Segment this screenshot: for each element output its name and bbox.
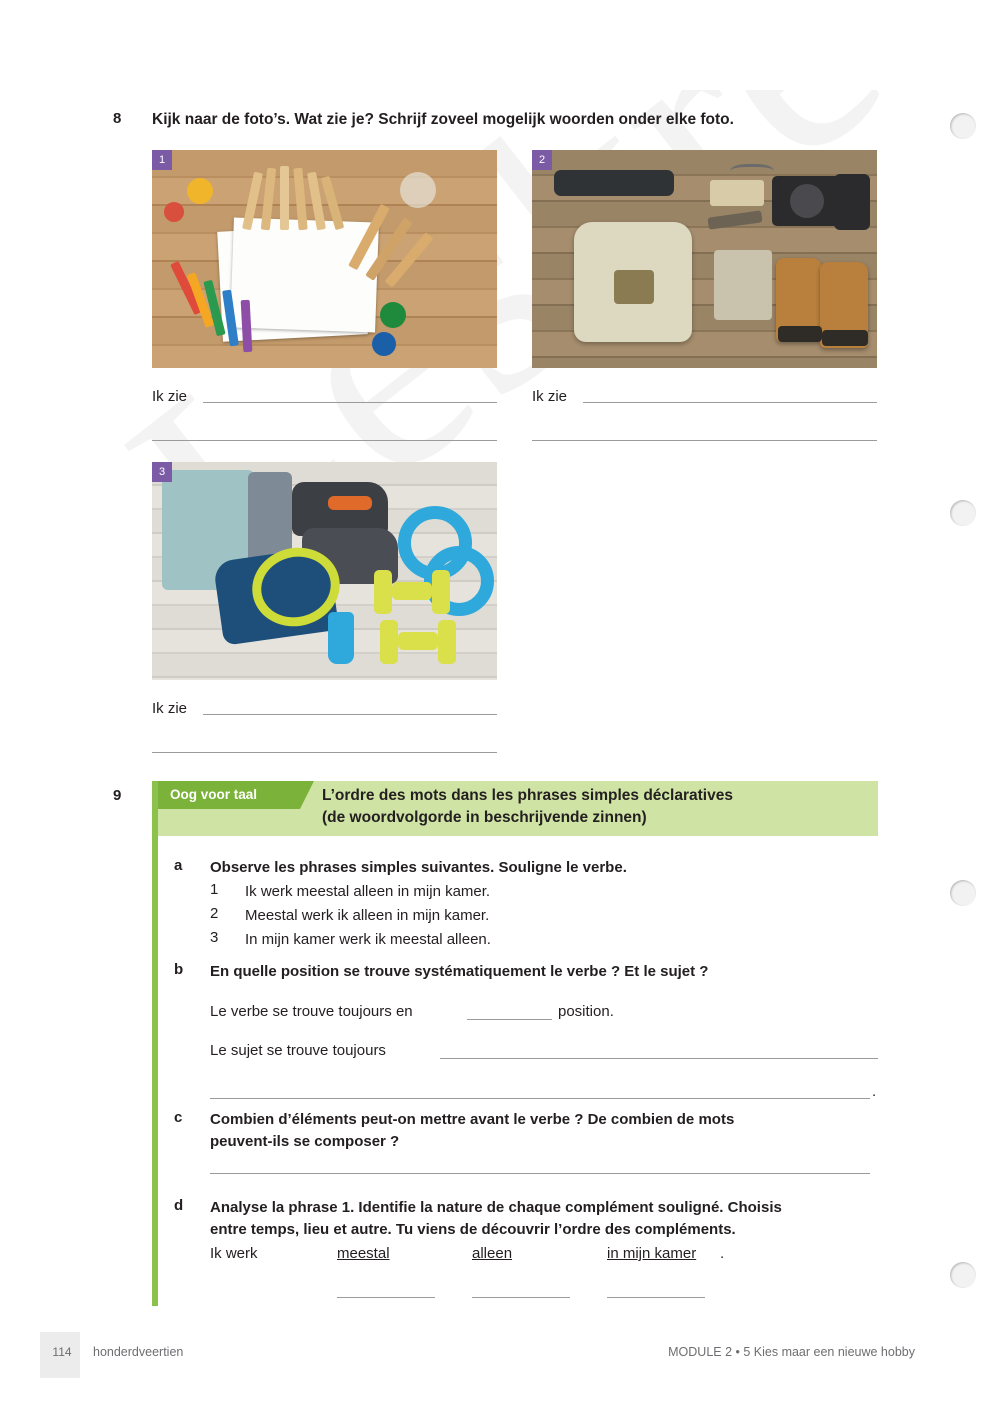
camera-lens — [790, 184, 824, 218]
item-b-line2: Le sujet se trouve toujours — [210, 1042, 386, 1059]
photo-3 — [152, 462, 497, 680]
glass-jar — [400, 172, 436, 208]
photo-1 — [152, 150, 497, 368]
section-title-line-1: L’ordre des mots dans les phrases simples déclaratives — [322, 787, 733, 804]
item-a-2-text: Meestal werk ik alleen in mijn kamer. — [245, 907, 490, 924]
item-d-word-1: meestal — [337, 1245, 390, 1262]
photo-3-answer-line-2[interactable] — [152, 752, 497, 753]
item-a-3-text: In mijn kamer werk ik meestal alleen. — [245, 931, 491, 948]
pencil — [280, 166, 289, 230]
footer-page-word: honderdveertien — [93, 1345, 184, 1359]
section-accent-bar — [152, 781, 158, 1306]
footer-page-number: 114 — [52, 1345, 72, 1359]
photo-1-answer-label: Ik zie — [152, 388, 188, 405]
footer-module-label: MODULE 2 • 5 Kies maar een nieuwe hobby — [668, 1345, 915, 1359]
item-c-letter: c — [174, 1109, 183, 1126]
item-a-2-number: 2 — [210, 905, 219, 922]
item-a-3-number: 3 — [210, 929, 219, 946]
dumbbell-head — [438, 620, 456, 664]
item-b-line3-end: . — [872, 1083, 877, 1100]
item-d-line-2: entre temps, lieu et autre. Tu viens de découvrir l’ordre des compléments. — [210, 1221, 736, 1238]
photo-1-answer-line-2[interactable] — [152, 440, 497, 441]
item-b-blank-3[interactable] — [210, 1098, 870, 1099]
paint-blob — [380, 302, 406, 328]
item-d-line-1: Analyse la phrase 1. Identifie la nature de chaque complément souligné. Choisis — [210, 1199, 782, 1216]
item-d-sentence-end: . — [720, 1245, 725, 1262]
boot-sole — [778, 326, 822, 342]
photo-3-answer-label: Ik zie — [152, 700, 188, 717]
photo-2-answer-label: Ik zie — [532, 388, 568, 405]
item-d-blank-1[interactable] — [337, 1297, 435, 1298]
item-b-text: En quelle position se trouve systématiquement le verbe ? Et le sujet ? — [210, 963, 709, 980]
folded-cloth — [714, 250, 772, 320]
item-d-sentence-start: Ik werk — [210, 1245, 258, 1262]
sunglasses — [730, 164, 774, 181]
backpack-pocket — [614, 270, 654, 304]
item-d-word-3: in mijn kamer — [607, 1245, 697, 1262]
camera-lens-extra — [834, 174, 870, 230]
photo-1-badge: 1 — [152, 150, 172, 170]
section-title — [322, 785, 872, 829]
photo-1-answer-line-1[interactable] — [203, 402, 497, 403]
paint-blob — [372, 332, 396, 356]
item-d-word-2: alleen — [472, 1245, 513, 1262]
item-d-text — [210, 1197, 900, 1241]
punch-hole — [950, 880, 976, 906]
punch-hole — [950, 1262, 976, 1288]
item-d-blank-3[interactable] — [607, 1297, 705, 1298]
item-b-letter: b — [174, 961, 184, 978]
thermos-flask — [554, 170, 674, 196]
shoe-accent — [328, 496, 372, 510]
photo-2-badge: 2 — [532, 150, 552, 170]
notebook — [710, 180, 764, 206]
exercise-8-number: 8 — [113, 110, 122, 127]
item-b-blank-2[interactable] — [440, 1058, 878, 1059]
dumbbell-head — [374, 570, 392, 614]
exercise-9-number: 9 — [113, 787, 122, 804]
item-b-line1-after: position. — [558, 1003, 614, 1020]
item-c-line-1: Combien d’éléments peut-on mettre avant le verbe ? De combien de mots — [210, 1111, 735, 1128]
punch-hole — [950, 113, 976, 139]
item-c-text — [210, 1109, 890, 1153]
photo-3-answer-line-1[interactable] — [203, 714, 497, 715]
boot-sole — [822, 330, 868, 346]
item-b-blank-1[interactable] — [467, 1019, 552, 1020]
exercise-8-instruction: Kijk naar de foto’s. Wat zie je? Schrijf zoveel mogelijk woorden onder elke foto. — [152, 111, 734, 128]
item-c-blank-1[interactable] — [210, 1173, 870, 1174]
item-a-1-text: Ik werk meestal alleen in mijn kamer. — [245, 883, 491, 900]
paper-sheet — [230, 218, 379, 333]
item-a-text: Observe les phrases simples suivantes. Souligne le verbe. — [210, 859, 627, 876]
dumbbell-head — [432, 570, 450, 614]
item-a-letter: a — [174, 857, 183, 874]
section-title-line-2: (de woordvolgorde in beschrijvende zinnen) — [322, 809, 647, 826]
dumbbell-head — [380, 620, 398, 664]
photo-3-badge: 3 — [152, 462, 172, 482]
photo-2-answer-line-2[interactable] — [532, 440, 877, 441]
section-tag: Oog voor taal — [158, 781, 300, 809]
dumbbell-bar — [392, 582, 432, 600]
paint-blob — [164, 202, 184, 222]
item-d-letter: d — [174, 1197, 184, 1214]
dumbbell-bar — [398, 632, 438, 650]
page-footer — [0, 1330, 1000, 1414]
item-b-line1-before: Le verbe se trouve toujours en — [210, 1003, 413, 1020]
item-c-line-2: peuvent-ils se composer ? — [210, 1133, 400, 1150]
item-a-1-number: 1 — [210, 881, 219, 898]
punch-hole — [950, 500, 976, 526]
item-d-blank-2[interactable] — [472, 1297, 570, 1298]
photo-2-answer-line-1[interactable] — [583, 402, 877, 403]
water-bottle — [328, 612, 354, 664]
paint-blob — [187, 178, 213, 204]
photo-2 — [532, 150, 877, 368]
